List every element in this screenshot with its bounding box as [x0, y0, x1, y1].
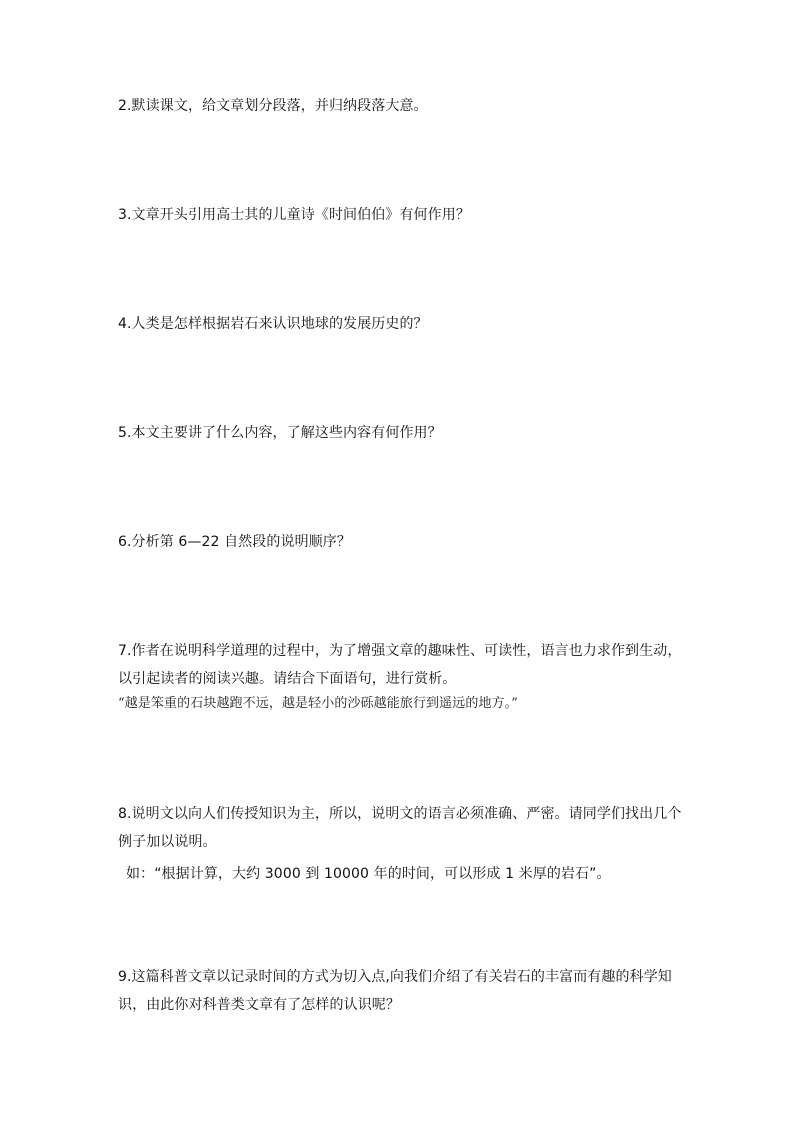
- question-text-line-1: 8.说明文以向人们传授知识为主，所以，说明文的语言必须准确、严密。请同学们找出几个: [118, 806, 682, 822]
- quoted-sentence: “越是笨重的石块越跑不远，越是轻小的沙砾越能旅行到遥远的地方。”: [118, 696, 518, 711]
- question-text-line-2: 以引起读者的阅读兴趣。请结合下面语句，进行赏析。: [118, 671, 457, 687]
- question-3: [118, 201, 688, 229]
- question-7: [118, 637, 688, 715]
- question-text-line-2: 识，由此你对科普类文章有了怎样的认识呢？: [118, 997, 400, 1013]
- question-8: [118, 800, 688, 888]
- question-9: [118, 963, 688, 1019]
- question-text-line-1: 9.这篇科普文章以记录时间的方式为切入点,向我们介绍了有关岩石的丰富而有趣的科学知: [118, 969, 672, 985]
- question-text: 5.本文主要讲了什么内容，了解这些内容有何作用？: [118, 425, 442, 441]
- example-sentence: 如：“根据计算，大约 3000 到 10000 年的时间，可以形成 1 米厚的岩石”。: [126, 866, 611, 882]
- question-text: 3.文章开头引用高士其的儿童诗《时间伯伯》有何作用？: [118, 207, 470, 223]
- question-4: [118, 310, 688, 338]
- question-6: [118, 528, 688, 556]
- question-text: 2.默读课文，给文章划分段落，并归纳段落大意。: [118, 98, 428, 114]
- question-5: [118, 419, 688, 447]
- question-2: [118, 92, 688, 120]
- question-text-line-1: 7.作者在说明科学道理的过程中，为了增强文章的趣味性、可读性，语言也力求作到生动，: [118, 643, 682, 659]
- question-text: 4.人类是怎样根据岩石来认识地球的发展历史的？: [118, 316, 428, 332]
- question-text: 6.分析第 6—22 自然段的说明顺序？: [118, 534, 351, 550]
- question-text-line-2: 例子加以说明。: [118, 834, 217, 850]
